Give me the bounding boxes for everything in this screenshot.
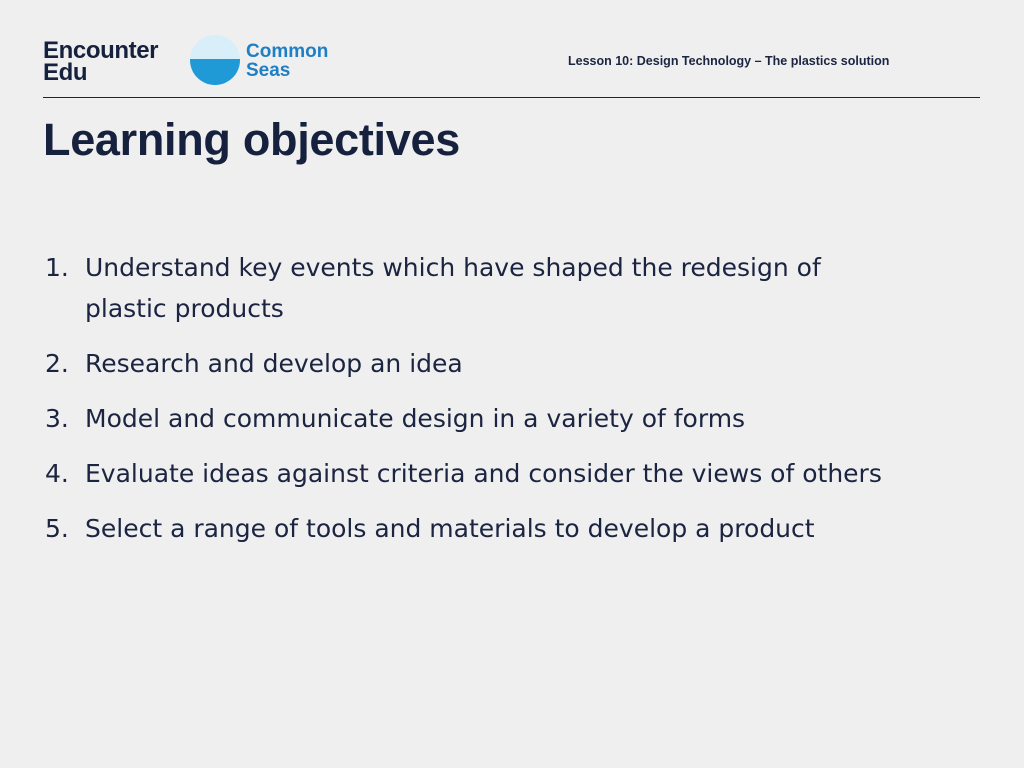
common-seas-logo-line1: Common — [246, 41, 329, 62]
objective-number: 5. — [45, 514, 69, 543]
lesson-header: Lesson 10: Design Technology – The plastics solution — [568, 54, 890, 68]
header-divider — [43, 97, 980, 98]
objective-item — [43, 247, 893, 329]
objective-item — [43, 343, 893, 384]
encounter-edu-logo — [43, 37, 159, 86]
encounter-edu-logo-line2: Edu — [43, 59, 88, 86]
objective-number: 2. — [45, 349, 69, 378]
objective-text: Model and communicate design in a variety of forms — [85, 404, 746, 433]
page-title: Learning objectives — [43, 114, 460, 165]
encounter-edu-logo-line1: Encounter — [43, 37, 159, 64]
common-seas-logo-line2: Seas — [246, 60, 291, 81]
objective-item — [43, 398, 893, 439]
objective-number: 1. — [45, 253, 69, 282]
objective-item — [43, 508, 893, 549]
objective-text: Research and develop an idea — [85, 349, 463, 378]
objective-number: 3. — [45, 404, 69, 433]
objective-text: Select a range of tools and materials to develop a product — [85, 514, 815, 543]
objective-text: Evaluate ideas against criteria and consider the views of others — [85, 459, 882, 488]
objective-item — [43, 453, 893, 494]
objectives-list — [43, 247, 893, 563]
common-seas-wave-icon — [190, 35, 240, 85]
objective-number: 4. — [45, 459, 69, 488]
objective-text: Understand key events which have shaped the redesign of plastic products — [85, 253, 821, 323]
common-seas-logo-text — [246, 42, 328, 80]
